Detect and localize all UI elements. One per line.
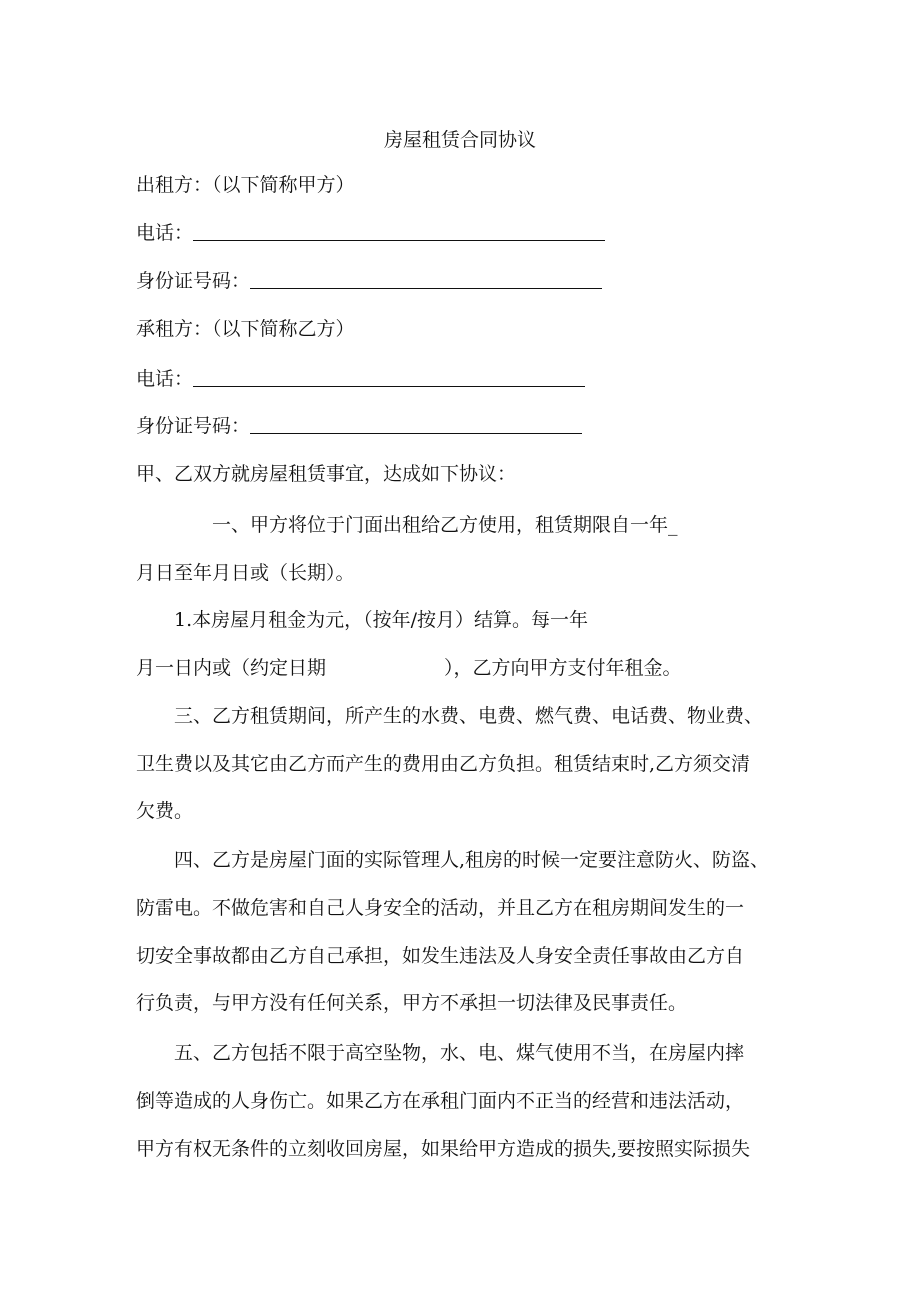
clause5-line2: 倒等造成的人身伤亡。如果乙方在承租门面内不正当的经营和违法活动，	[136, 1090, 745, 1112]
clause4-line4: 行负责，与甲方没有任何关系，甲方不承担一切法律及民事责任。	[136, 992, 688, 1014]
clause4-line2: 防雷电。不做危害和自己人身安全的活动，并且乙方在租房期间发生的一	[136, 897, 745, 919]
lessor-id-blank[interactable]	[250, 270, 602, 289]
lessor-phone-label: 电话：	[136, 222, 194, 244]
lessor-id-label: 身份证号码：	[136, 270, 251, 292]
lessee-id-blank[interactable]	[250, 415, 582, 434]
lessor-line: 出租方：（以下简称甲方）	[136, 174, 355, 196]
clause3-line2: 卫生费以及其它由乙方而产生的费用由乙方负担。租赁结束时,乙方须交清	[136, 753, 751, 775]
lessor-phone-line	[136, 220, 605, 246]
lessee-phone-blank[interactable]	[193, 368, 585, 387]
document-title: 房屋租赁合同协议	[383, 129, 536, 151]
lessor-phone-blank[interactable]	[193, 222, 605, 241]
clause3-line3: 欠费。	[136, 800, 194, 822]
clause1-line1: 一、甲方将位于门面出租给乙方使用，租赁期限自一年_	[212, 514, 678, 536]
lessor-id-line	[136, 268, 602, 294]
lessee-line: 承租方：（以下简称乙方）	[136, 318, 355, 340]
clause1-line2: 月日至年月日或（长期）。	[136, 562, 355, 584]
clause4-line1: 四、乙方是房屋门面的实际管理人,租房的时候一定要注意防火、防盗、	[174, 849, 770, 871]
clause2-line1: 1.本房屋月租金为元，（按年/按月）结算。每一年	[174, 609, 589, 631]
clause2-line2-start: 月一日内或（约定日期	[136, 657, 327, 679]
clause5-line3: 甲方有权无条件的立刻收回房屋，如果给甲方造成的损失,要按照实际损失	[136, 1138, 751, 1160]
lessee-id-line	[136, 413, 582, 439]
agreement-intro: 甲、乙双方就房屋租赁事宜，达成如下协议：	[136, 463, 517, 485]
clause4-line3: 切安全事故都由乙方自己承担，如发生违法及人身安全责任事故由乙方自	[136, 945, 745, 967]
clause2-line2-end: ），乙方向甲方支付年租金。	[444, 657, 682, 679]
clause2-line2	[136, 655, 682, 681]
lessee-phone-line	[136, 366, 585, 392]
clause5-line1: 五、乙方包括不限于高空坠物，水、电、煤气使用不当，在房屋内摔	[174, 1042, 745, 1064]
lessee-id-label: 身份证号码：	[136, 415, 251, 437]
clause3-line1: 三、乙方租赁期间，所产生的水费、电费、燃气费、电话费、物业费、	[174, 705, 764, 727]
lessee-phone-label: 电话：	[136, 368, 194, 390]
